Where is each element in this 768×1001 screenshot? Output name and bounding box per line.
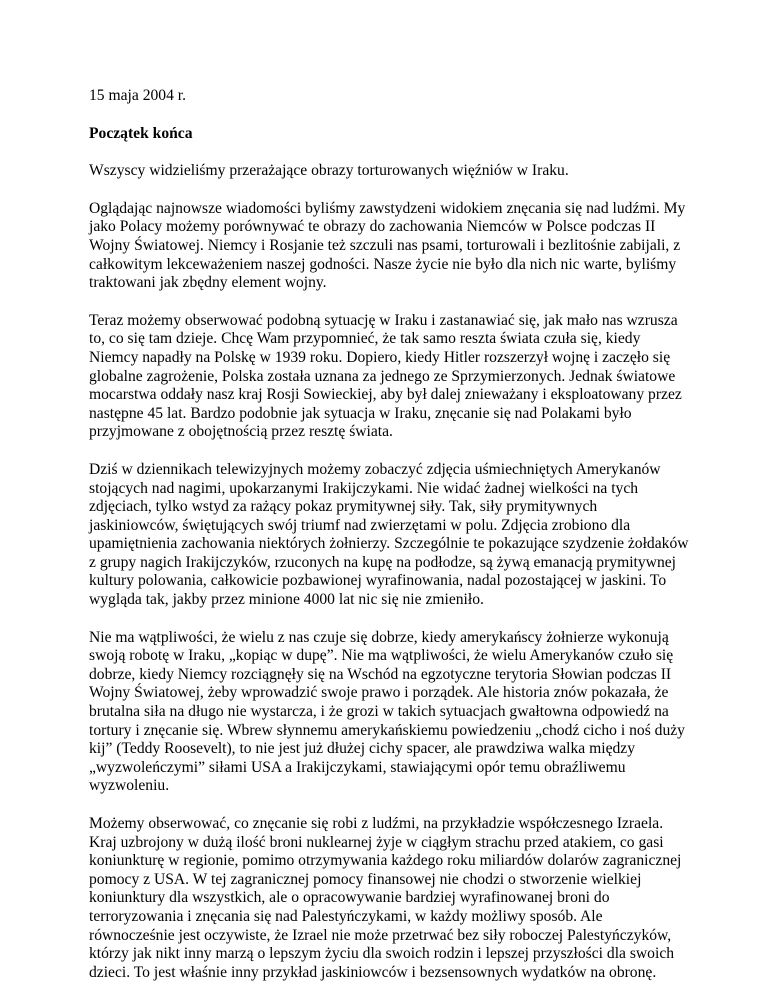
document-title: Początek końca: [89, 124, 193, 142]
document-page: [89, 87, 689, 1001]
paragraph-3: Teraz możemy obserwować podobną sytuację w Iraku i zastanawiać się, jak mało nas wzrusza to, co się tam dzieje. Chcę Wam przypomnieć, że tak samo reszta świata czuła się, kiedy Niemcy napadły na Polskę w 1939 roku. Dopiero, kiedy Hitler rozszerzył wojnę i zaczęło się globalne zagrożenie, Polska została uznana za jednego ze Sprzymierzonych. Jednak światowe mocarstwa oddały nasz kraj Rosji Sowieckiej, aby był dalej znieważany i eksploatowany przez następne 45 lat. Bardzo podobnie jak sytuacja w Iraku, znęcanie się nad Polakami było przyjmowane z obojętnością przez resztę świata.: [89, 311, 682, 441]
paragraph-2: Oglądając najnowsze wiadomości byliśmy zawstydzeni widokiem znęcania się nad ludźmi. My jako Polacy możemy porównywać te obrazy do zachowania Niemców w Polsce podczas II Wojny Światowej. Niemcy i Rosjanie też szczuli nas psami, torturowali i bezlitośnie zabijali, z całkowitym lekceważeniem naszej godności. Nasze życie nie było dla nich nic warte, byliśmy traktowani jak zbędny element wojny.: [89, 199, 686, 292]
paragraph-1: Wszyscy widzieliśmy przerażające obrazy torturowanych więźniów w Iraku.: [89, 162, 569, 180]
document-date: 15 maja 2004 r.: [89, 87, 187, 104]
paragraph-4: Dziś w dziennikach telewizyjnych możemy zobaczyć zdjęcia uśmiechniętych Amerykanów stojących nad nagimi, upokarzanymi Irakijczykami. Nie widać żadnej wielkości na tych zdjęciach, tylko wstyd za rażący pokaz prymitywnej siły. Tak, siły prymitywnych jaskiniowców, świętujących swój triumf nad zwierzętami w polu. Zdjęcia zrobiono dla upamiętnienia zachowania niektórych żołnierzy. Szczególnie te pokazujące szydzenie żołdaków z grupy nagich Irakijczyków, rzuconych na kupę na podłodze, są żywą emanacją prymitywnej kultury polowania, całkowicie pozbawionej wyrafinowania, nadal pozostającej w jaskini. To wygląda tak, jakby przez minione 4000 lat nic się nie zmieniło.: [89, 460, 689, 609]
paragraph-5: Nie ma wątpliwości, że wielu z nas czuje się dobrze, kiedy amerykańscy żołnierze wykonują swoją robotę w Iraku, „kopiąc w dupę”. Nie ma wątpliwości, że wielu Amerykanów czuło się dobrze, kiedy Niemcy rozciągnęły się na Wschód na egzotyczne terytoria Słowian podczas II Wojny Światowej, żeby wprowadzić swoje prawo i porządek. Ale historia znów pokazała, że brutalna siła na długo nie wystarcza, i że grozi w takich sytuacjach gwałtowna odpowiedź na tortury i znęcanie się. Wbrew słynnemu amerykańskiemu powiedzeniu „chodź cicho i noś duży kij” (Teddy Roosevelt), to nie jest już dłużej cichy spacer, ale prawdziwa walka między „wyzwoleńczymi” siłami USA a Irakijczykami, stawiającymi opór temu obraźliwemu wyzwoleniu.: [89, 628, 685, 795]
paragraph-6: Możemy obserwować, co znęcanie się robi z ludźmi, na przykładzie współczesnego Izraela. Kraj uzbrojony w dużą ilość broni nuklearnej żyje w ciągłym strachu przed atakiem, co gasi koniunkturę w regionie, pomimo otrzymywania każdego roku miliardów dolarów zagranicznej pomocy z USA. W tej zagranicznej pomocy finansowej nie chodzi o stworzenie wielkiej koniunktury dla wszystkich, ale o opracowywanie bardziej wyrafinowanej broni do terroryzowania i znęcania się nad Palestyńczykami, w każdy możliwy sposób. Ale równocześnie jest oczywiste, że Izrael nie może przetrwać bez siły roboczej Palestyńczyków, którzy jak nikt inny marzą o lepszym życiu dla swoich rodzin i lepszej przyszłości dla swoich dzieci. To jest właśnie inny przykład jaskiniowców i bezsensownych wydatków na obronę.: [89, 815, 682, 981]
